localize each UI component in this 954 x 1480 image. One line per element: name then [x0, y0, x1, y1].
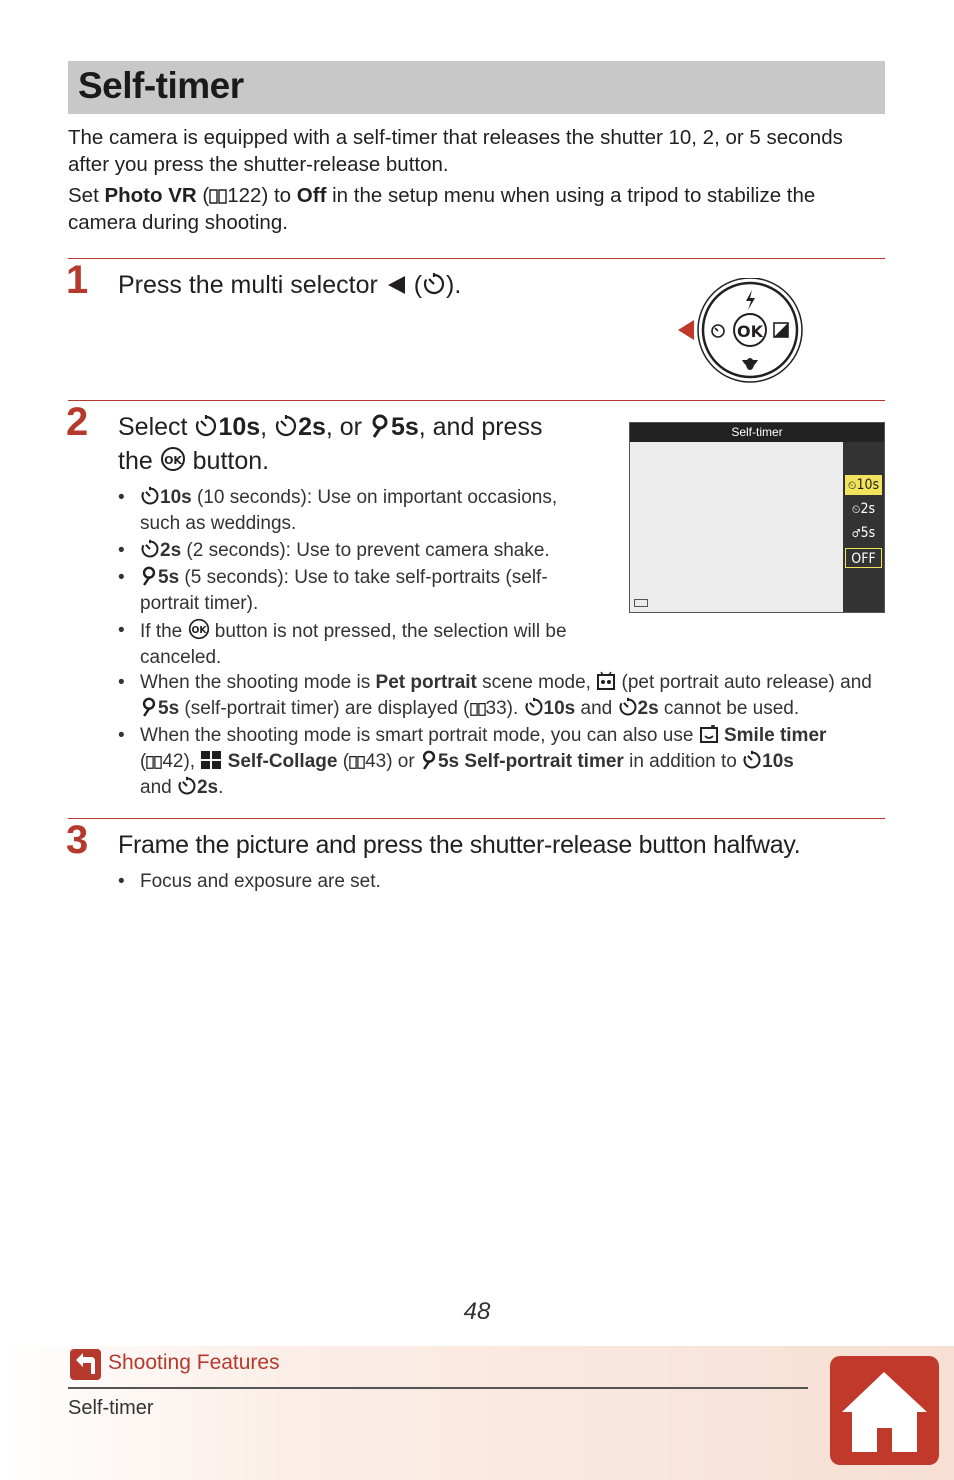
ok-button-icon — [160, 446, 186, 472]
self-portrait-timer-icon — [140, 697, 158, 717]
book-ref-icon — [146, 754, 162, 770]
list-item: • When the shooting mode is smart portrait mode, you can also use Smile timer ( 42), Self-Collage ( 43) or 5s Self-portrait timer in addition to 10s and 2s. — [118, 725, 827, 798]
self-portrait-timer-icon — [420, 750, 438, 770]
list-item: • Focus and exposure are set. — [118, 871, 381, 892]
step3-number: 3 — [66, 818, 89, 862]
step1-rule — [68, 258, 885, 259]
back-arrow-icon[interactable] — [70, 1349, 101, 1380]
self-portrait-timer-icon — [369, 414, 391, 438]
home-icon — [830, 1356, 939, 1465]
multi-selector-dial — [676, 278, 806, 386]
list-item: • When the shooting mode is Pet portrait scene mode, (pet portrait auto release) and 5s (self-portrait timer) are displayed ( 33). 10s and 2s cannot be used. — [118, 672, 872, 719]
self-timer-icon — [422, 272, 446, 296]
lcd-option-5s: ♂5s — [851, 525, 876, 541]
step3-bullets — [118, 869, 878, 896]
list-item: • 2s (2 seconds): Use to prevent camera shake. — [118, 540, 550, 561]
section-link[interactable]: Shooting Features — [108, 1351, 280, 1374]
book-ref-icon — [209, 187, 227, 205]
list-item: • If the OK button is not pressed, the selection will be canceled. — [118, 620, 567, 668]
book-ref-icon — [349, 754, 365, 770]
camera-lcd-screen — [629, 422, 885, 613]
smile-timer-icon — [699, 724, 719, 744]
step2-text: Select 10s, 2s, or 5s, and press the OK button. — [118, 413, 543, 475]
intro-paragraph-1: The camera is equipped with a self-timer that releases the shutter 10, 2, or 5 seconds after you press the shutter-release button. — [68, 126, 843, 176]
left-arrow-icon — [385, 274, 407, 296]
step3-text: Frame the picture and press the shutter-release button halfway. — [118, 831, 801, 859]
list-item: • 5s (5 seconds): Use to take self-portraits (self-portrait timer). — [118, 567, 548, 614]
ok-button-icon — [188, 618, 210, 640]
self-timer-icon — [194, 414, 218, 438]
step2-bullets-bottom — [118, 670, 888, 802]
intro-paragraph-2: Set Photo VR ( 122) to Off in the setup menu when using a tripod to stabilize the camera during shooting. — [68, 184, 816, 234]
self-timer-icon — [618, 697, 638, 717]
lcd-option-off: OFF — [845, 548, 882, 568]
self-timer-icon — [742, 750, 762, 770]
lcd-option-column — [843, 442, 884, 612]
dial-left-arrow-icon — [678, 320, 694, 340]
step3-rule — [68, 818, 885, 819]
battery-icon — [634, 599, 648, 607]
lcd-header: Self-timer — [630, 423, 884, 442]
lcd-option-2s: ⏲2s — [851, 501, 876, 517]
page-number: 48 — [463, 1298, 491, 1325]
step2-bullets-top — [118, 485, 598, 672]
self-timer-icon — [274, 414, 298, 438]
step2-rule — [68, 400, 885, 401]
step2-number: 2 — [66, 400, 89, 444]
home-button[interactable] — [830, 1356, 939, 1465]
self-timer-icon — [140, 539, 160, 559]
step1-text: Press the multi selector ( ). — [118, 271, 462, 299]
self-collage-icon — [200, 750, 222, 770]
lcd-option-10s: ⏲10s — [845, 475, 882, 495]
page-title: Self-timer — [78, 65, 244, 106]
footer-rule — [68, 1387, 808, 1389]
pet-auto-release-icon — [596, 671, 616, 691]
self-timer-icon — [140, 486, 160, 506]
dial-ok-label: OK — [737, 322, 763, 341]
list-item: • 10s (10 seconds): Use on important occasions, such as weddings. — [118, 487, 558, 534]
svg-text:OK: OK — [163, 454, 182, 467]
self-timer-icon — [177, 776, 197, 796]
title-bar — [68, 61, 885, 114]
self-timer-icon — [524, 697, 544, 717]
svg-text:OK: OK — [190, 625, 207, 637]
step1-number: 1 — [66, 258, 89, 302]
book-ref-icon — [470, 701, 486, 717]
footer-subsection: Self-timer — [68, 1397, 154, 1419]
self-portrait-timer-icon — [140, 566, 158, 586]
